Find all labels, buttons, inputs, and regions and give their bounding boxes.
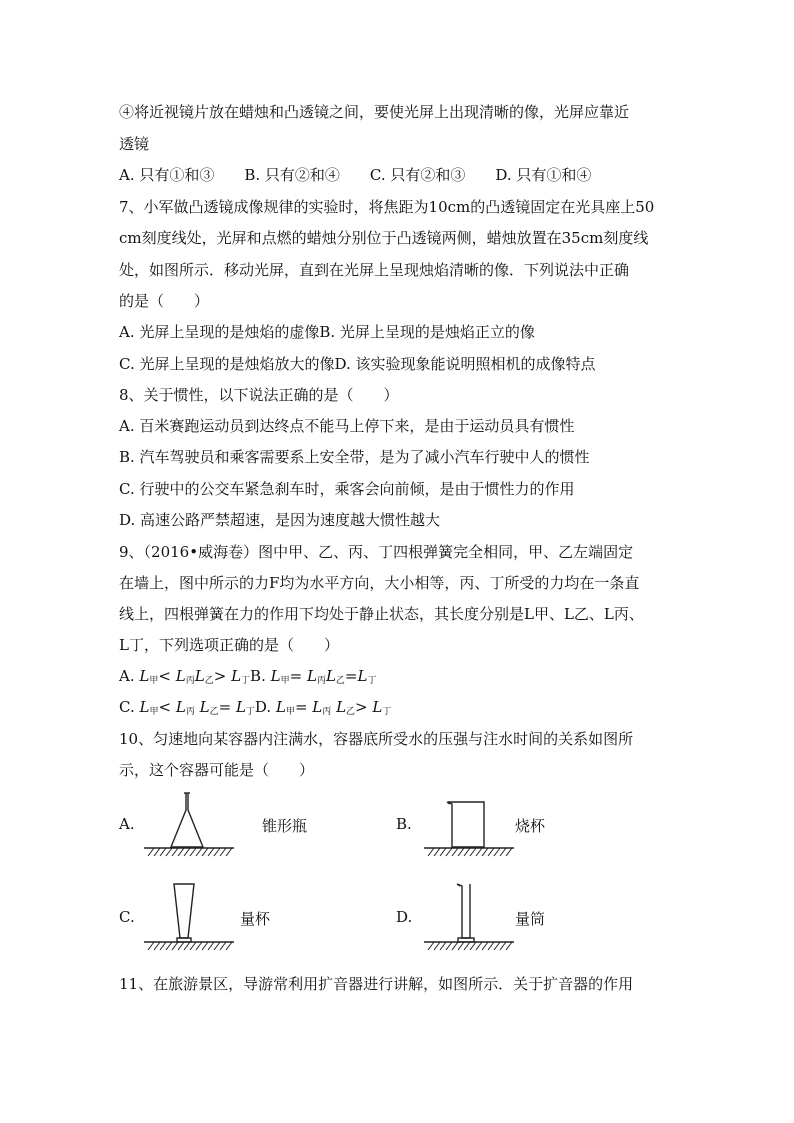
q9-stem-2: 在墙上，图中所示的力F均为水平方向，大小相等，丙、丁所受的力均在一条直 <box>119 574 640 592</box>
q10-stem-1: 10、匀速地向某容器内注满水，容器底所受水的压强与注水时间的关系如图所 <box>119 730 634 748</box>
q6-statement-4: ④将近视镜片放在蜡烛和凸透镜之间，要使光屏上出现清晰的像，光屏应靠近 <box>119 103 630 121</box>
q6-statement-4-cont: 透镜 <box>119 135 150 153</box>
q10-option-c-letter: C. <box>119 908 135 926</box>
q10-option-c-name: 量杯 <box>240 910 271 928</box>
q8-option-b: B. 汽车驾驶员和乘客需要系上安全带，是为了减小汽车行驶中人的惯性 <box>119 448 590 466</box>
q10-stem-2: 示，这个容器可能是（ ） <box>119 761 315 779</box>
q9-stem-4: L丁，下列选项正确的是（ ） <box>119 636 339 654</box>
conical-flask-icon <box>144 790 238 860</box>
q7-stem-4: 的是（ ） <box>119 292 210 310</box>
q8-option-d: D. 高速公路严禁超速，是因为速度越大惯性越大 <box>119 511 441 529</box>
q10-option-d-name: 量筒 <box>515 910 546 928</box>
q10-option-d-letter: D. <box>396 908 413 926</box>
q9-options-ab: A. $L_甲< L_丙L_乙> L_丁B$. $L_甲= L_丙L_乙=L_丁$ <box>119 667 377 686</box>
beaker-icon <box>424 790 518 860</box>
q7-stem-3: 处，如图所示．移动光屏，直到在光屏上呈现烛焰清晰的像．下列说法中正确 <box>119 261 630 279</box>
q10-option-b-letter: B. <box>396 815 412 833</box>
q9-options-cd: C. $L_甲< L_丙$ $L_乙= L_丁D$. $L_甲= L_丙$ $L_乙> L_丁$ <box>119 698 392 717</box>
q10-option-b-name: 烧杯 <box>515 817 546 835</box>
q10-option-a-letter: A. <box>119 815 135 833</box>
q9-stem-1: 9、（2016•威海卷）图中甲、乙、丙、丁四根弹簧完全相同，甲、乙左端固定 <box>119 543 634 561</box>
q7-options-cd: C. 光屏上呈现的是烛焰放大的像D. 该实验现象能说明照相机的成像特点 <box>119 355 596 373</box>
q7-stem-2: cm刻度线处，光屏和点燃的蜡烛分别位于凸透镜两侧，蜡烛放置在35cm刻度线 <box>119 229 649 247</box>
graduated-cylinder-icon <box>424 880 518 952</box>
q10-option-a-name: 锥形瓶 <box>262 817 308 835</box>
q9-stem-3: 线上，四根弹簧在力的作用下均处于静止状态，其长度分别是L甲、L乙、L丙、 <box>119 605 644 623</box>
q8-option-a: A. 百米赛跑运动员到达终点不能马上停下来，是由于运动员具有惯性 <box>119 417 575 435</box>
q11-stem: 11、在旅游景区，导游常利用扩音器进行讲解，如图所示．关于扩音器的作用 <box>119 975 634 993</box>
q6-options: A. 只有①和③ B. 只有②和④ C. 只有②和③ D. 只有①和④ <box>119 166 592 184</box>
q7-stem-1: 7、小军做凸透镜成像规律的实验时，将焦距为10cm的凸透镜固定在光具座上50 <box>119 198 655 216</box>
q8-stem: 8、关于惯性，以下说法正确的是（ ） <box>119 386 399 404</box>
q8-option-c: C. 行驶中的公交车紧急刹车时，乘客会向前倾，是由于惯性力的作用 <box>119 480 575 498</box>
measuring-cup-icon <box>144 880 238 952</box>
q7-options-ab: A. 光屏上呈现的是烛焰的虚像B. 光屏上呈现的是烛焰正立的像 <box>119 323 535 341</box>
